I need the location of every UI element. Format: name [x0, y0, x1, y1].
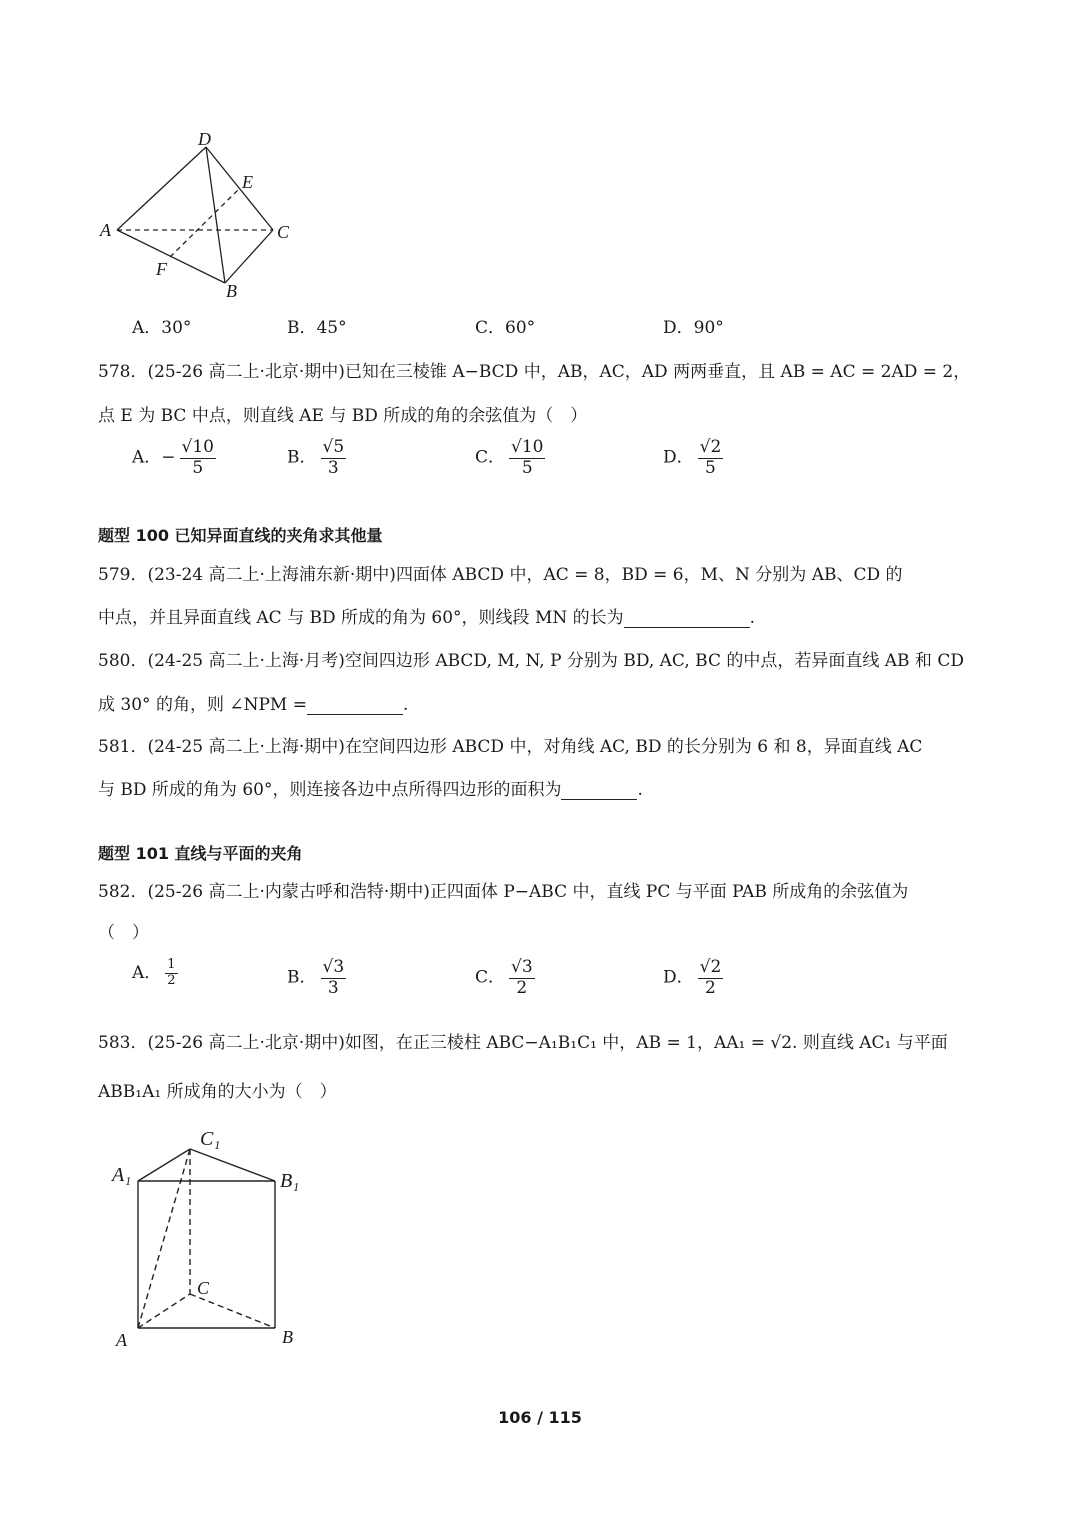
q579-answer-blank[interactable] — [624, 611, 750, 628]
page-number: 106 / 115 — [498, 1408, 582, 1427]
q580-number: 580． — [98, 651, 148, 671]
q578-line1 — [98, 357, 970, 382]
fig2-label-b1: B₁ — [280, 1170, 300, 1192]
q580-line1 — [98, 646, 964, 671]
fig2-label-c1: C₁ — [200, 1128, 221, 1150]
fig2-label-b: B — [282, 1327, 293, 1347]
q583-line2: ABB₁A₁ 所成角的大小为（ ） — [98, 1082, 337, 1102]
type101-heading: 题型 101 直线与平面的夹角 — [98, 844, 303, 863]
fig1-label-d: D — [198, 129, 211, 149]
fig2-label-c: C — [197, 1278, 210, 1298]
q578-number: 578． — [98, 362, 148, 382]
q578-option-a: A．− $\frac{√10}{5}$ — [132, 437, 214, 478]
q578-option-c: C． $\frac{√10}{5}$ — [475, 437, 544, 478]
q582-text1: 正四面体 P−ABC 中，直线 PC 与平面 PAB 所成角的余弦值为 — [429, 882, 909, 902]
q578-option-b: B． $\frac{√5}{3}$ — [287, 437, 345, 478]
q581-number: 581． — [98, 737, 148, 757]
q580-source: (24-25 高二上·上海·月考) — [147, 651, 345, 671]
q582-source: (25-26 高二上·内蒙古呼和浩特·期中) — [147, 882, 430, 902]
q583-text1: 如图，在正三棱柱 ABC−A₁B₁C₁ 中，AB = 1，AA₁ = √2. 则直线 AC₁ 与平面 — [344, 1033, 948, 1053]
q578-source: (25-26 高二上·北京·期中) — [147, 362, 345, 382]
q578-option-d: D． $\frac{√2}{5}$ — [663, 437, 722, 478]
q578-line2: 点 E 为 BC 中点，则直线 AE 与 BD 所成的角的余弦值为（ ） — [98, 406, 588, 426]
q582-option-d: D． $\frac{√2}{2}$ — [663, 957, 722, 998]
q580-answer-blank[interactable] — [307, 698, 403, 715]
fig2-label-a1: A₁ — [112, 1164, 132, 1186]
tetrahedron-figure — [90, 125, 310, 305]
q579-source: (23-24 高二上·上海浦东新·期中) — [147, 565, 396, 585]
q579-line1 — [98, 560, 903, 585]
fig1-label-b: B — [226, 281, 237, 301]
q583-line1 — [98, 1028, 948, 1053]
fig1-label-f: F — [156, 259, 167, 279]
q581-line1 — [98, 732, 922, 757]
fig1-label-a: A — [100, 220, 111, 240]
q582-number: 582． — [98, 882, 148, 902]
q577-option-d: D．90° — [663, 318, 724, 338]
fig1-label-e: E — [242, 172, 253, 192]
q580-text1: 空间四边形 ABCD, M, N, P 分别为 BD, AC, BC 的中点，若异面直线 AB 和 CD — [344, 651, 964, 671]
q582-line2: （ ） — [98, 923, 149, 943]
q577-option-c: C．60° — [475, 318, 536, 338]
q577-option-a: A．30° — [132, 318, 192, 338]
q580-line2: 成 30° 的角，则 ∠NPM = . — [98, 695, 409, 715]
q581-text1: 在空间四边形 ABCD 中，对角线 AC, BD 的长分别为 6 和 8，异面直线 AC — [344, 737, 923, 757]
q578-text1: 已知在三棱锥 A−BCD 中，AB，AC，AD 两两垂直，且 AB = AC = 2AD = 2， — [344, 362, 971, 382]
q581-answer-blank[interactable] — [561, 783, 637, 800]
q579-number: 579． — [98, 565, 148, 585]
q581-line2: 与 BD 所成的角为 60°，则连接各边中点所得四边形的面积为 . — [98, 780, 643, 800]
q579-text1: 四面体 ABCD 中，AC = 8，BD = 6，M、N 分别为 AB、CD 的 — [395, 565, 903, 585]
type100-heading: 题型 100 已知异面直线的夹角求其他量 — [98, 526, 383, 545]
fig1-label-c: C — [277, 222, 290, 242]
q581-source: (24-25 高二上·上海·期中) — [147, 737, 345, 757]
q583-number: 583． — [98, 1033, 148, 1053]
fig2-label-a: A — [116, 1330, 127, 1350]
q582-option-a: A． $\frac{1}{2}$ — [132, 957, 176, 988]
q577-option-b: B．45° — [287, 318, 347, 338]
q582-option-b: B． $\frac{√3}{3}$ — [287, 957, 345, 998]
q582-line1 — [98, 877, 908, 902]
q583-source: (25-26 高二上·北京·期中) — [147, 1033, 345, 1053]
q582-option-c: C． $\frac{√3}{2}$ — [475, 957, 533, 998]
q579-line2: 中点，并且异面直线 AC 与 BD 所成的角为 60°，则线段 MN 的长为 . — [98, 608, 756, 628]
prism-figure — [100, 1120, 320, 1355]
